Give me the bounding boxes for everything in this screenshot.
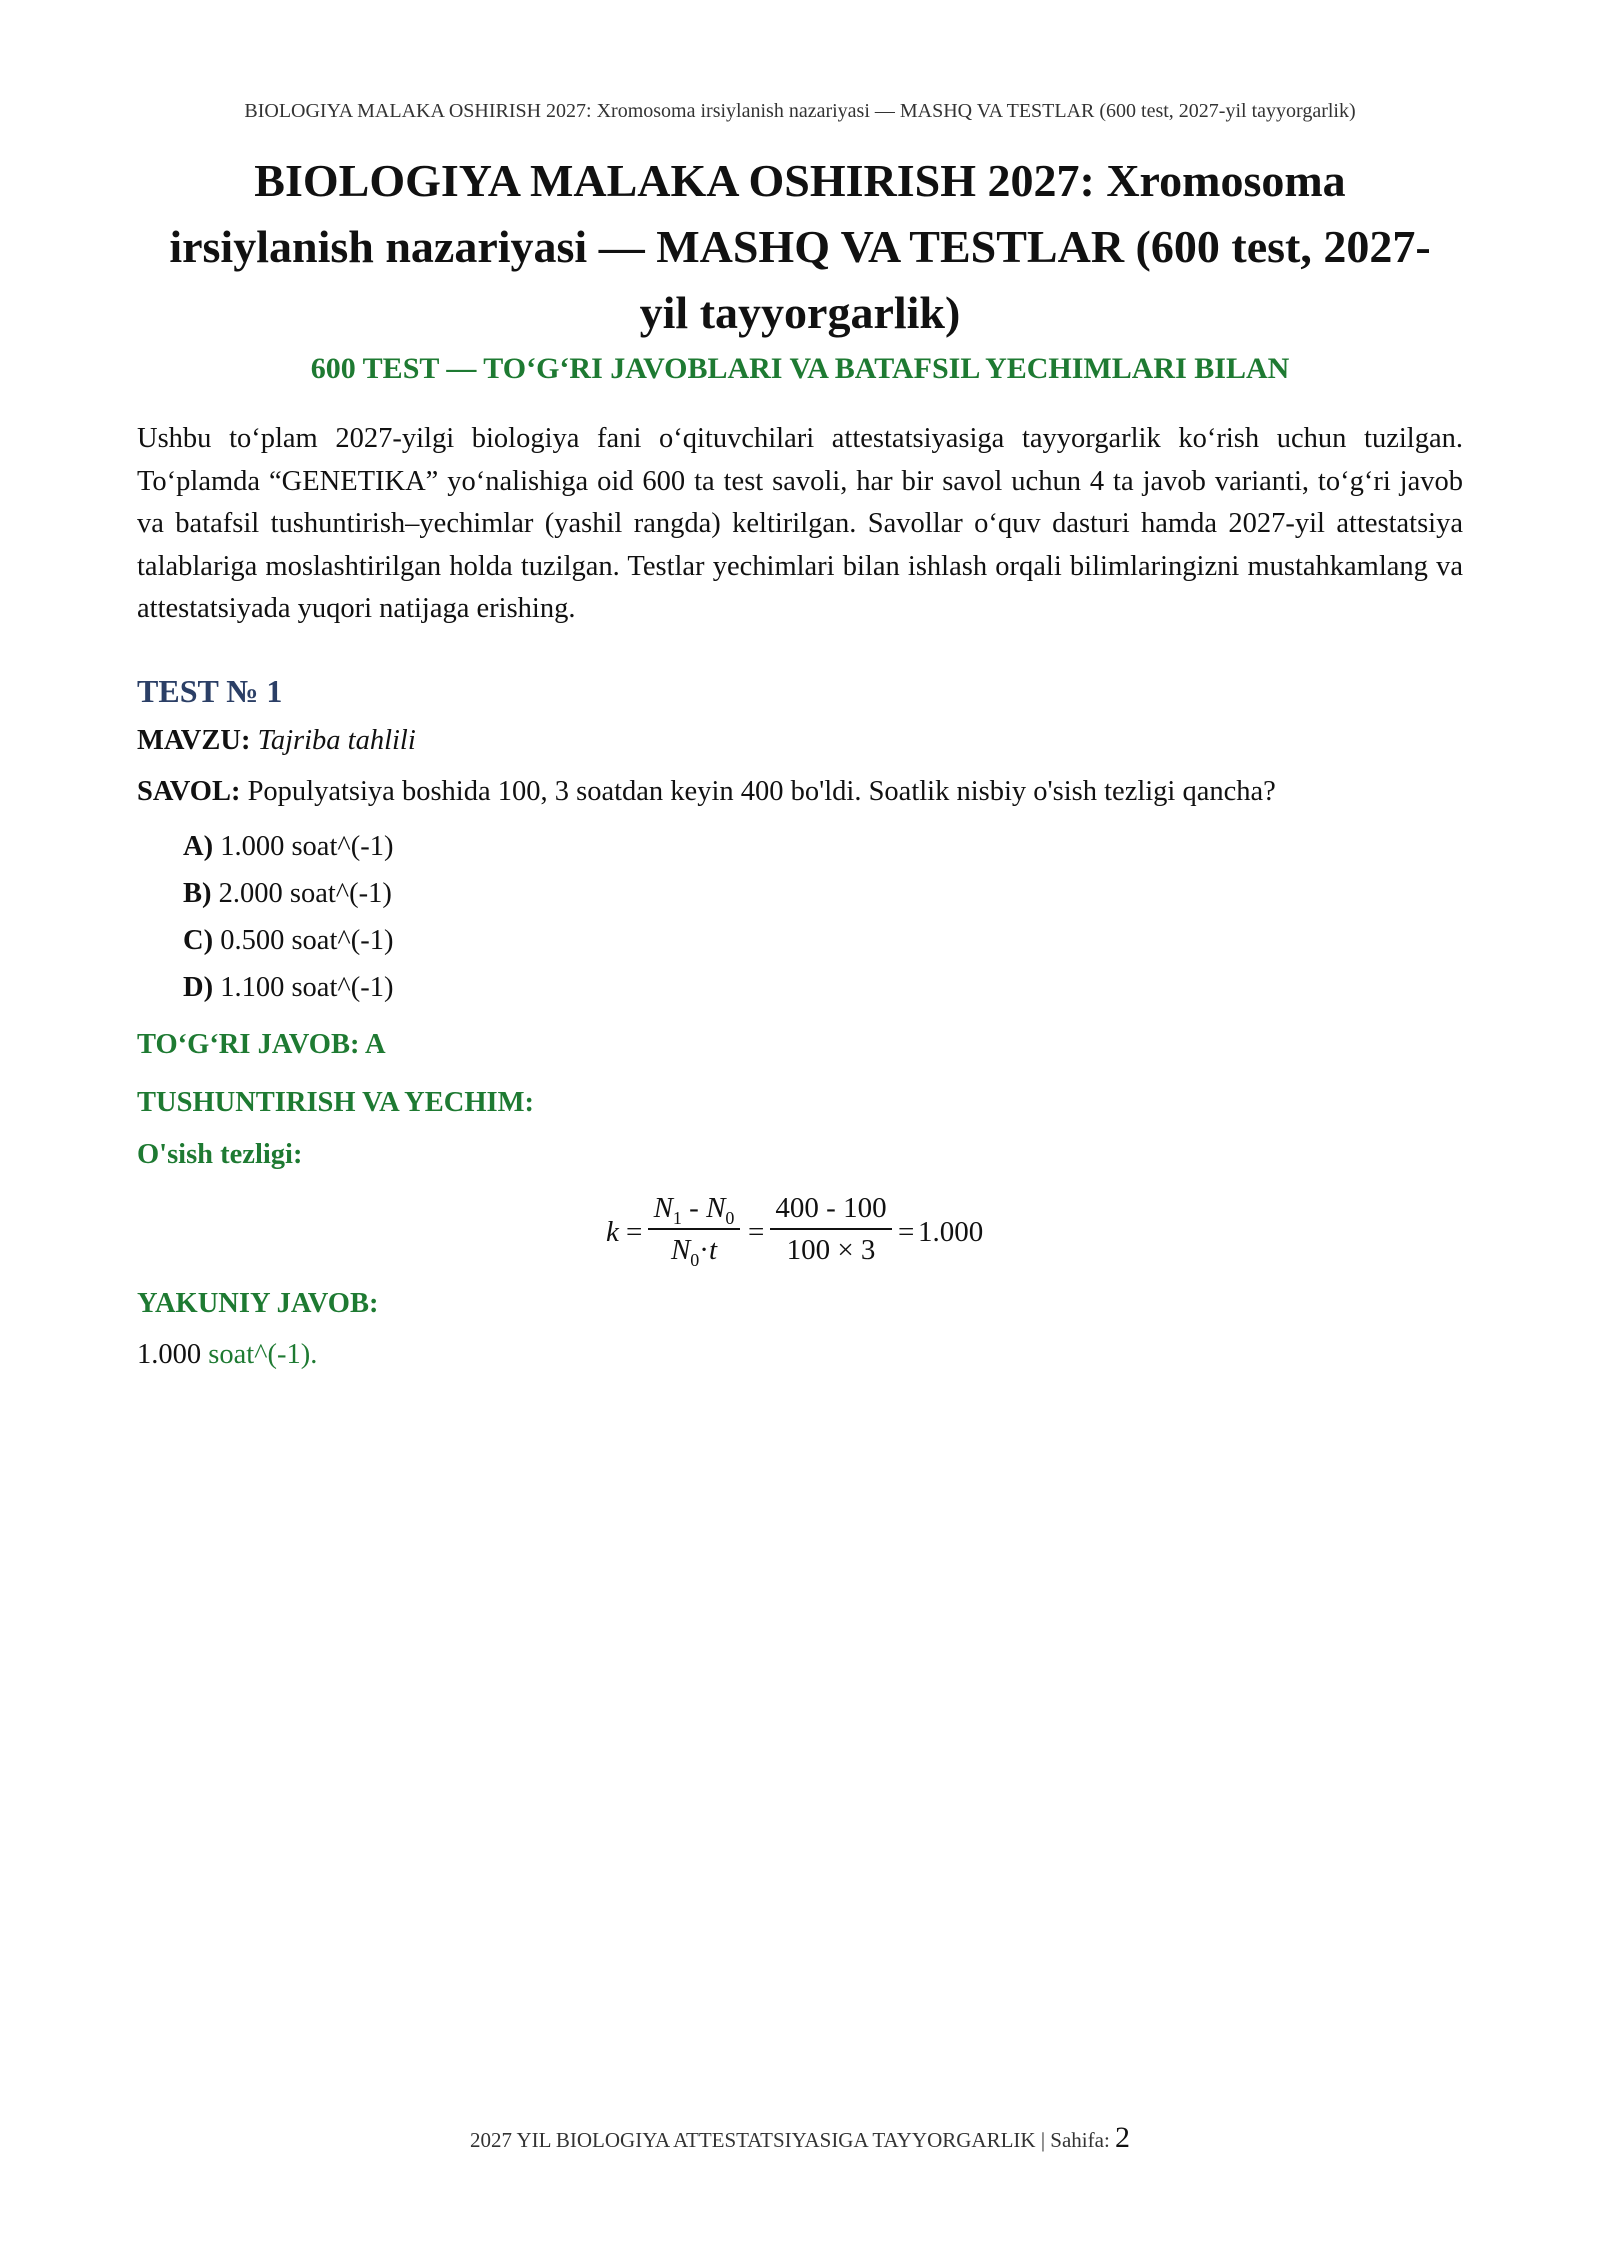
formula-equals: =	[626, 1216, 643, 1248]
page-number: 2	[1115, 2121, 1131, 2154]
page-footer	[160, 2120, 1440, 2158]
document-title: BIOLOGIYA MALAKA OSHIRISH 2027: Xromosoma irsiylanish nazariyasi — MASHQ VA TESTLAR (600 test, 2027-yil tayyorgarlik)	[169, 155, 1431, 338]
option-letter: B)	[183, 878, 212, 909]
final-answer-unit: soat^(-1).	[208, 1339, 318, 1370]
option-letter: C)	[183, 925, 214, 956]
option-letter: D)	[183, 972, 214, 1003]
option-c	[183, 921, 393, 961]
formula-equals: =	[898, 1216, 915, 1248]
running-header: BIOLOGIYA MALAKA OSHIRISH 2027: Xromosoma irsiylanish nazariyasi — MASHQ VA TESTLAR (600 test, 2027-yil tayyorgarlik)	[244, 100, 1356, 122]
growth-rate-formula	[600, 1188, 1020, 1278]
formula-lhs: k	[606, 1216, 619, 1248]
question-label: SAVOL:	[137, 776, 241, 807]
footer-page-label: Sahifa:	[1050, 2128, 1110, 2152]
topic-value: Tajriba tahlili	[257, 725, 416, 756]
formula-numeric-fraction	[768, 1188, 894, 1270]
formula-result: 1.000	[918, 1216, 984, 1248]
fraction-denominator: 100 × 3	[786, 1234, 876, 1266]
option-a	[183, 827, 393, 867]
final-answer	[137, 1335, 317, 1375]
footer-text: 2027 YIL BIOLOGIYA ATTESTATSIYASIGA TAYYORGARLIK	[469, 2128, 1036, 2152]
final-answer-value: 1.000	[137, 1339, 202, 1370]
question-text: Populyatsiya boshida 100, 3 soatdan keyin 400 bo'ldi. Soatlik nisbiy o'sish tezligi qancha?	[247, 776, 1276, 807]
final-answer-heading: YAKUNIY JAVOB:	[137, 1288, 379, 1319]
option-text: 0.500 soat^(-1)	[220, 925, 394, 956]
fraction-numerator: 400 - 100	[775, 1192, 887, 1224]
test-heading: TEST № 1	[137, 673, 283, 709]
fraction-denominator: $N_0\cdot t$	[670, 1234, 718, 1270]
option-letter: A)	[183, 831, 214, 862]
option-text: 1.100 soat^(-1)	[220, 972, 394, 1003]
fraction-numerator: $N_1 - N_0$	[653, 1192, 735, 1228]
option-b	[183, 874, 392, 914]
option-text: 2.000 soat^(-1)	[218, 878, 392, 909]
topic-label: MAVZU:	[137, 725, 251, 756]
option-d	[183, 968, 393, 1008]
correct-answer: TO‘G‘RI JAVOB: A	[137, 1029, 386, 1060]
footer-separator: |	[1040, 2128, 1046, 2152]
growth-rate-label: O'sish tezligi:	[137, 1139, 303, 1170]
document-subtitle: 600 TEST — TO‘G‘RI JAVOBLARI VA BATAFSIL YECHIMLARI BILAN	[310, 352, 1290, 385]
explanation-heading: TUSHUNTIRISH VA YECHIM:	[137, 1087, 534, 1118]
option-text: 1.000 soat^(-1)	[220, 831, 394, 862]
intro-paragraph: Ushbu to‘plam 2027-yilgi biologiya fani o‘qituvchilari attestatsiyasiga tayyorgarlik ko‘rish uchun tuzilgan. To‘plamda “GENETIKA” yo‘nalishiga oid 600 ta test savoli, har bir savol uchun 4 ta javob varianti, to‘g‘ri javob va batafsil tushuntirish–yechimlar (yashil rangda) keltirilgan. Savollar o‘quv dasturi hamda 2027-yil attestatsiya talablariga moslashtirilgan holda tuzilgan. Testlar yechimlari bilan ishlash orqali bilimlaringizni mustahkamlang va attestatsiyada yuqori natijaga erishing.	[137, 423, 1463, 624]
formula-equals: =	[748, 1216, 765, 1248]
question-line	[137, 772, 1276, 812]
formula-symbolic-fraction	[646, 1188, 742, 1270]
topic-line	[137, 721, 416, 761]
